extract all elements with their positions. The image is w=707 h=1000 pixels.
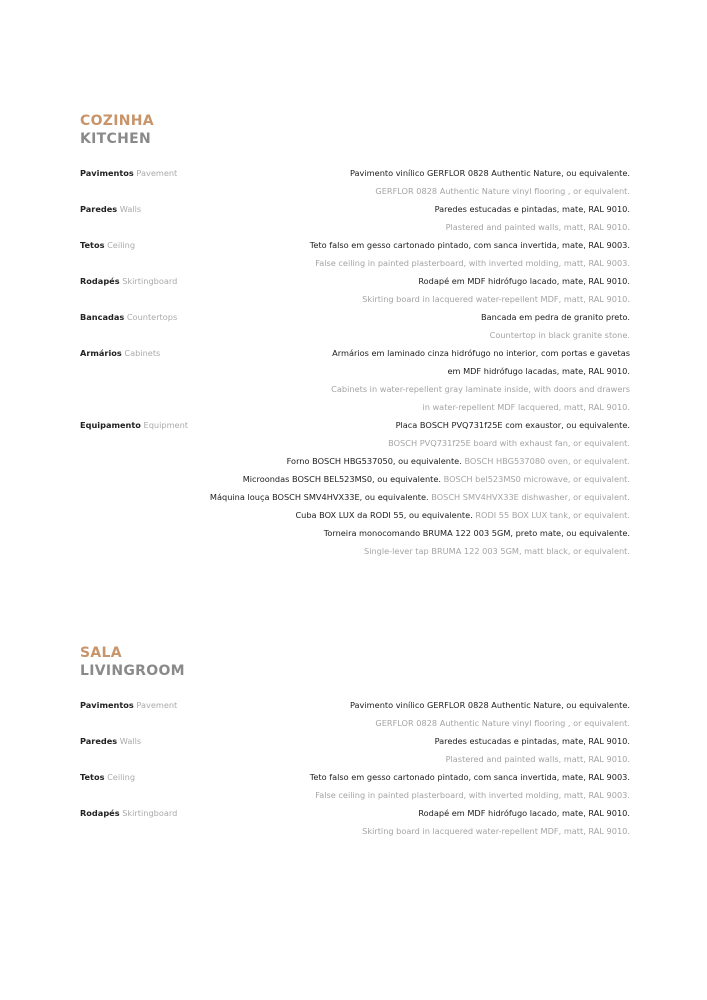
spec-value-en: False ceiling in painted plasterboard, with inverted molding, matt, RAL 9003. [315,790,630,800]
equipment-pt: Microondas BOSCH BEL523MS0, ou equivalente. [242,474,441,484]
spec-row-ceiling [80,236,630,272]
spec-label [80,272,230,290]
spec-label-pt: Equipamento [80,420,141,430]
equipment-list [5,452,630,560]
spec-values [230,804,630,840]
spec-values [230,236,630,272]
kitchen-title-en: KITCHEN [80,131,151,147]
spec-row-walls [80,200,630,236]
equipment-line [5,470,630,488]
spec-label-pt: Bancadas [80,312,125,322]
spec-value-pt: Bancada em pedra de granito preto. [481,312,630,322]
spec-label-pt: Armários [80,348,122,358]
spec-value-pt: Rodapé em MDF hidrófugo lacado, mate, RAL 9010. [418,276,630,286]
spec-label-pt: Rodapés [80,276,120,286]
faucet-pt: Torneira monocomando BRUMA 122 003 5GM, preto mate, ou equivalente. [323,528,630,538]
spec-label-en: Ceiling [107,240,136,250]
spec-values [230,344,630,416]
spec-label [80,696,230,714]
livingroom-title-en: LIVINGROOM [80,663,185,679]
spec-label-pt: Paredes [80,204,118,214]
spec-row-pavement [80,164,630,200]
kitchen-section [80,112,630,560]
spec-value-en: GERFLOR 0828 Authentic Nature vinyl flooring , or equivalent. [375,186,630,196]
spec-label [80,344,230,362]
spec-label-en: Pavement [136,168,178,178]
spec-row-ceiling [80,768,630,804]
kitchen-spec-list [80,164,630,560]
spec-values [230,164,630,200]
spec-label-en: Skirtingboard [122,276,178,286]
spec-row-walls [80,732,630,768]
spec-value-pt: em MDF hidrófugo lacadas, mate, RAL 9010. [447,366,630,376]
equipment-pt: Cuba BOX LUX da RODI 55, ou equivalente. [295,510,473,520]
spec-label-en: Equipment [143,420,188,430]
spec-value-pt: Teto falso em gesso cartonado pintado, com sanca invertida, mate, RAL 9003. [309,772,630,782]
spec-row-cabinets [80,344,630,416]
spec-value-pt: Rodapé em MDF hidrófugo lacado, mate, RAL 9010. [418,808,630,818]
spec-value-en: in water-repellent MDF lacquered, matt, RAL 9010. [422,402,630,412]
equipment-line [5,506,630,524]
spec-value-en: BOSCH PVQ731f25E board with exhaust fan, or equivalent. [388,438,630,448]
spec-values [230,732,630,768]
spec-value-en: GERFLOR 0828 Authentic Nature vinyl flooring , or equivalent. [375,718,630,728]
equipment-en: BOSCH HBG537080 oven, or equivalent. [464,456,630,466]
spec-label-en: Cabinets [124,348,161,358]
spec-value-pt: Paredes estucadas e pintadas, mate, RAL 9010. [434,204,630,214]
faucet-en: Single-lever tap BRUMA 122 003 5GM, matt black, or equivalent. [364,546,630,556]
spec-label [80,732,230,750]
equipment-en: RODI 55 BOX LUX tank, or equivalent. [475,510,630,520]
equipment-en: BOSCH SMV4HVX33E dishwasher, or equivalent. [431,492,630,502]
spec-value-en: Plastered and painted walls, matt, RAL 9010. [445,754,630,764]
spec-label-en: Skirtingboard [122,808,178,818]
spec-label-pt: Rodapés [80,808,120,818]
spec-value-en: Countertop in black granite stone. [489,330,630,340]
spec-row-countertops [80,308,630,344]
spec-value-en: False ceiling in painted plasterboard, with inverted molding, matt, RAL 9003. [315,258,630,268]
spec-label-en: Ceiling [107,772,136,782]
spec-value-pt: Placa BOSCH PVQ731f25E com exaustor, ou equivalente. [395,420,630,430]
spec-label [80,236,230,254]
livingroom-spec-list [80,696,630,840]
spec-row-equipment [80,416,630,452]
spec-values [230,200,630,236]
spec-label [80,768,230,786]
spec-label-en: Pavement [136,700,178,710]
spec-label-pt: Tetos [80,772,105,782]
equipment-pt: Máquina louça BOSCH SMV4HVX33E, ou equivalente. [209,492,429,502]
equipment-line [5,488,630,506]
spec-value-en: Plastered and painted walls, matt, RAL 9010. [445,222,630,232]
spec-values [230,308,630,344]
livingroom-section [80,644,630,840]
spec-value-pt: Teto falso em gesso cartonado pintado, com sanca invertida, mate, RAL 9003. [309,240,630,250]
equipment-pt: Forno BOSCH HBG537050, ou equivalente. [286,456,462,466]
equipment-en: BOSCH bel523MS0 microwave, or equivalent. [443,474,630,484]
spec-row-pavement [80,696,630,732]
spec-value-pt: Pavimento vinílico GERFLOR 0828 Authentic Nature, ou equivalente. [349,168,630,178]
spec-value-en: Skirting board in lacquered water-repellent MDF, matt, RAL 9010. [362,826,630,836]
spec-row-skirtingboard [80,804,630,840]
spec-label-pt: Paredes [80,736,118,746]
spec-label [80,164,230,182]
spec-label-en: Countertops [126,312,178,322]
spec-label-pt: Pavimentos [80,168,134,178]
spec-label [80,416,230,434]
spec-row-skirtingboard [80,272,630,308]
spec-label [80,804,230,822]
spec-label-en: Walls [119,204,142,214]
equipment-line [5,452,630,470]
spec-label-pt: Tetos [80,240,105,250]
spec-value-pt: Paredes estucadas e pintadas, mate, RAL 9010. [434,736,630,746]
spec-values [230,696,630,732]
spec-value-en: Cabinets in water-repellent gray laminate inside, with doors and drawers [331,384,630,394]
spec-value-pt: Armários em laminado cinza hidrófugo no interior, com portas e gavetas [332,348,630,358]
spec-values [230,768,630,804]
spec-values [230,272,630,308]
spec-label [80,200,230,218]
spec-label [80,308,230,326]
livingroom-title-pt: SALA [80,645,122,661]
spec-value-en: Skirting board in lacquered water-repellent MDF, matt, RAL 9010. [362,294,630,304]
spec-value-pt: Pavimento vinílico GERFLOR 0828 Authentic Nature, ou equivalente. [349,700,630,710]
spec-label-en: Walls [119,736,142,746]
kitchen-title-pt: COZINHA [80,113,154,129]
spec-label-pt: Pavimentos [80,700,134,710]
spec-values [230,416,630,452]
